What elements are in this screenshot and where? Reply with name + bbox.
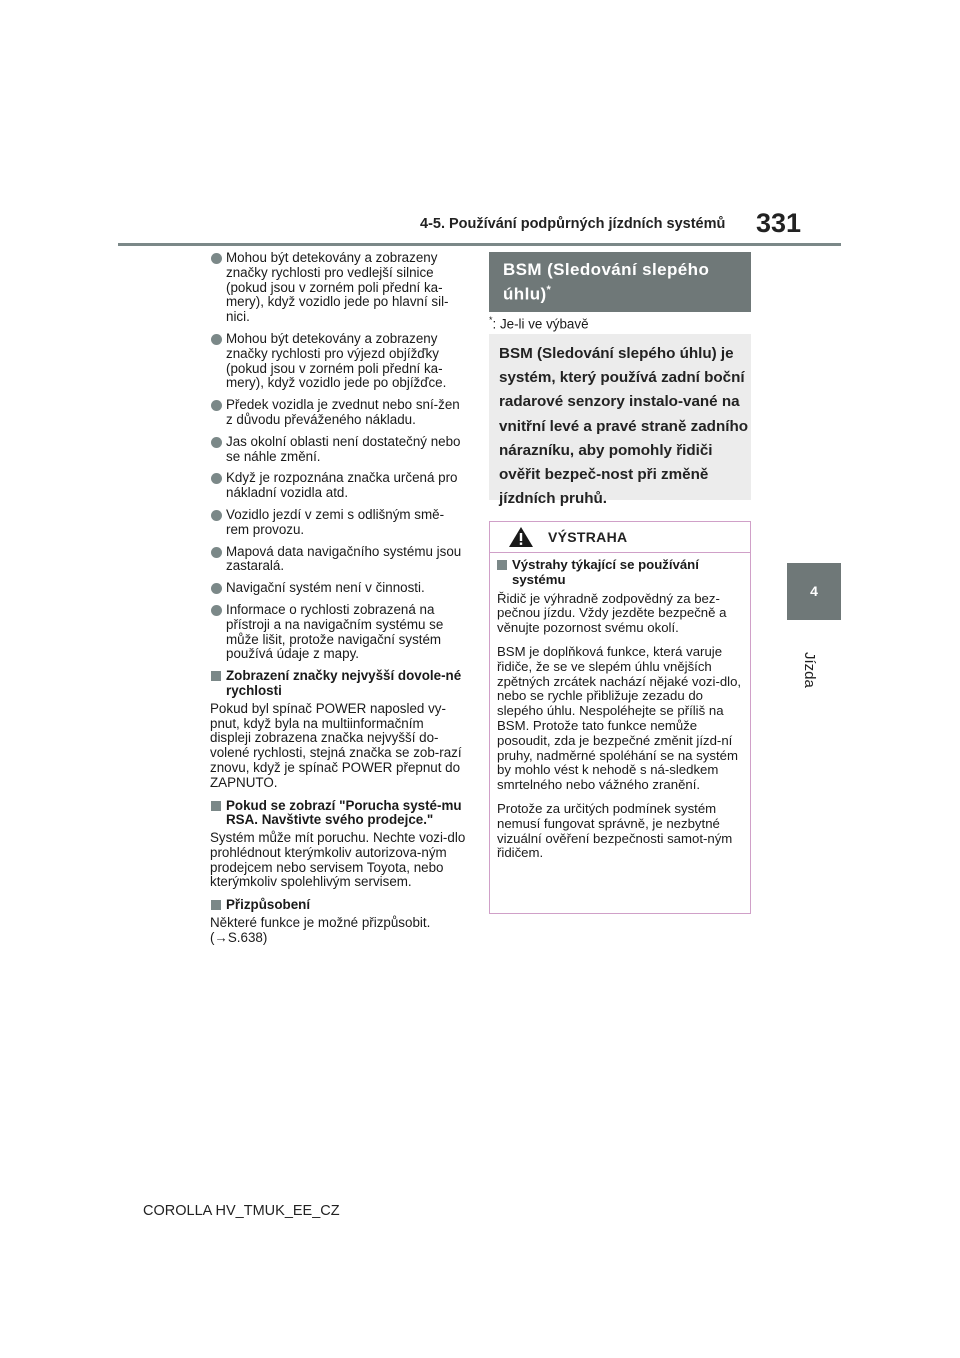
list-item: [210, 471, 466, 501]
warning-paragraph: Protože za určitých podmínek systém nemusí fungovat správně, je nezbytné vizuální ověření bezpečnosti samot-ným řidičem.: [497, 800, 733, 861]
chapter-label: Jízda: [801, 652, 818, 688]
list-item-text: Předek vozidla je zvednut nebo sní-žen z důvodu převáženého nákladu.: [226, 397, 460, 427]
header-rule: [118, 243, 841, 246]
section-list: [210, 669, 466, 946]
section-text: Pokud byl spínač POWER naposled vy-pnut, když byla na multiinformačním displeji zobrazena značka nejvyšší do-volené rychlosti, stejná značka se zob-razí znovu, když je spínač POWER přepnut do ZAPNUTO.: [210, 700, 462, 790]
bsm-section-header: [489, 252, 751, 312]
list-item-text: Mapová data navigačního systému jsou zastaralá.: [226, 543, 462, 574]
bsm-title: BSM (Sledování slepého úhlu): [503, 260, 710, 304]
list-item-text: Informace o rychlosti zobrazená na přístroji a na navigačním systému se může lišit, protože navigační systém používá údaje z mapy.: [226, 601, 444, 662]
list-item-text: Vozidlo jezdí v zemi s odlišným smě-rem provozu.: [226, 506, 445, 537]
square-bullet-icon: [497, 560, 507, 570]
page-number: 331: [756, 208, 802, 238]
footnote: [489, 315, 589, 331]
header-title: 4-5. Používání podpůrných jízdních systémů: [420, 216, 726, 232]
warning-subheading: [497, 558, 742, 588]
circle-bullet-icon: [211, 437, 222, 448]
section-text: Některé funkce je možné přizpůsobit. (→S.638): [210, 915, 431, 945]
circle-bullet-icon: [211, 605, 222, 616]
warning-paragraph: Řidič je výhradně zodpovědný za bez-pečnou jízdu. Vždy jezděte bezpečně a věnujte pozornost svému okolí.: [497, 590, 727, 636]
circle-bullet-icon: [211, 253, 222, 264]
footer-document-id: COROLLA HV_TMUK_EE_CZ: [143, 1203, 340, 1219]
circle-bullet-icon: [211, 547, 222, 558]
list-item: [210, 435, 466, 465]
chapter-tab[interactable]: 4: [787, 563, 841, 620]
circle-bullet-icon: [211, 400, 222, 411]
list-item-text: Mohou být detekovány a zobrazeny značky rychlosti pro vedlejší silnice (pokud jsou v zorném poli přední ka-mery), když vozidlo jede po hlavní sil-nici.: [226, 250, 449, 325]
square-bullet-icon: [211, 900, 221, 910]
bullet-list: [210, 251, 466, 662]
section-heading: [210, 669, 466, 699]
warning-subheading-text: Výstrahy týkající se používání systému: [512, 557, 699, 587]
list-item: [210, 545, 466, 575]
list-item-text: Když je rozpoznána značka určená pro nákladní vozidla atd.: [226, 470, 458, 501]
warning-triangle-icon: [508, 526, 534, 548]
list-item: [210, 251, 466, 325]
circle-bullet-icon: [211, 510, 222, 521]
circle-bullet-icon: [211, 334, 222, 345]
list-item-text: Navigační systém není v činnosti.: [226, 580, 425, 596]
circle-bullet-icon: [211, 473, 222, 484]
warning-header: [490, 522, 750, 553]
warning-title: VÝSTRAHA: [548, 529, 628, 545]
section-heading: [210, 898, 466, 913]
bsm-intro-box: BSM (Sledování slepého úhlu) je systém, který používá zadní boční radarové senzory instalo-vané na vnitřní levé a pravé straně zadního nárazníku, aby pomohly řidiči ověřit bezpeč-nost při změně jízdních pruhů.: [489, 334, 751, 500]
section-heading: [210, 799, 466, 829]
circle-bullet-icon: [211, 583, 222, 594]
footnote-text: : Je-li ve výbavě: [492, 316, 589, 332]
warning-paragraphs: [497, 592, 742, 862]
list-item: [210, 581, 466, 596]
list-item: [210, 603, 466, 662]
warning-box: [489, 521, 751, 914]
square-bullet-icon: [211, 801, 221, 811]
list-item-text: Mohou být detekovány a zobrazeny značky rychlosti pro výjezd objížďky (pokud jsou v zorném poli přední ka-mery), když vozidlo jede po objížďce.: [226, 330, 447, 391]
bsm-title-footnote-mark: *: [546, 284, 552, 296]
list-item: [210, 508, 466, 538]
warning-paragraph: BSM je doplňková funkce, která varuje řidiče, že se ve slepém úhlu vnějších zpětných zrcátek nachází nějaké vozi-dlo, nebo se rychle přibližuje zezadu do slepého úhlu. Nespoléhejte se příliš na BSM. Protože tato funkce nemůže posoudit, zda je bezpečné změnit jízd-ní pruhy, nadměrné spoléhání se na systém by mohlo vést k nehodě s ná-sledkem smrtelného nebo vážného zranění.: [497, 643, 742, 793]
warning-body: [490, 553, 750, 861]
list-item-text: Jas okolní oblasti není dostatečný nebo se náhle změní.: [226, 433, 461, 464]
section-heading-text: Přizpůsobení: [226, 897, 311, 913]
square-bullet-icon: [211, 671, 221, 681]
list-item: [210, 398, 466, 428]
section-text: Systém může mít poruchu. Nechte vozi-dlo prohlédnout kterýmkoliv autorizova-ným prodejcem nebo servisem Toyota, nebo kterýmkoliv spolehlivým servisem.: [210, 830, 466, 890]
section-heading-text: Zobrazení značky nejvyšší dovole-né rychlosti: [226, 668, 462, 698]
left-column: [210, 251, 466, 954]
section-heading-text: Pokud se zobrazí "Porucha systé-mu RSA. Navštivte svého prodejce.": [226, 797, 462, 828]
list-item: [210, 332, 466, 391]
footnote-mark: *: [489, 315, 493, 325]
